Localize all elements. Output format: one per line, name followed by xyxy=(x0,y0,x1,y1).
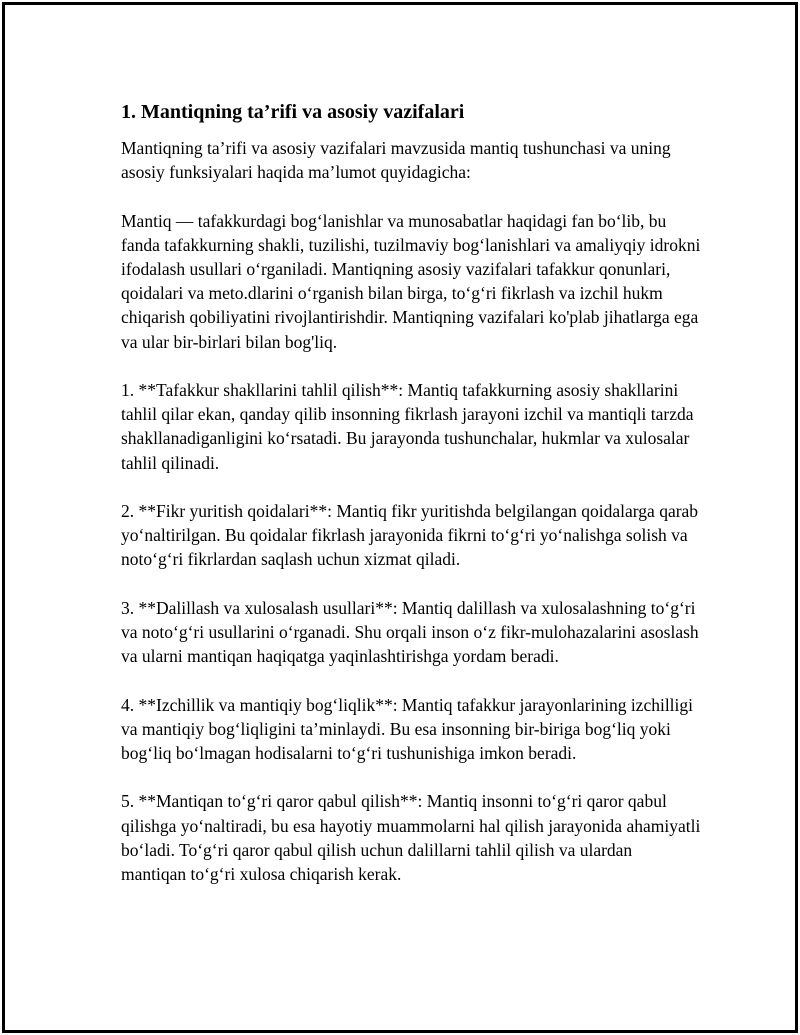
list-item-4: 4. **Izchillik va mantiqiy bog‘liqlik**: Mantiq tafakkur jarayonlarining izchilligi va mantiqiy bog‘liqligini ta’minlaydi. Bu esa insonning bir-biriga bog‘liq yoki bog‘liq bo‘lmagan hodisalarni to‘g‘ri tushunishiga imkon beradi. xyxy=(121,694,694,763)
list-item-2: 2. **Fikr yuritish qoidalari**: Mantiq fikr yuritishda belgilangan qoidalarga qarab yo‘naltirilgan. Bu qoidalar fikrlash jarayonida fikrni to‘g‘ri yo‘nalishga solish va noto‘g‘ri fikrlardan saqlash uchun xizmat qiladi. xyxy=(121,501,699,570)
list-item-3: 3. **Dalillash va xulosalash usullari**: Mantiq dalillash va xulosalashning to‘g‘ri va noto‘g‘ri usullarini o‘rganadi. Shu orqali inson o‘z fikr-mulohazalarini asoslash va ularni mantiqan haqiqatga yaqinlashtirishga yordam beradi. xyxy=(121,597,699,667)
list-item-5: 5. **Mantiqan to‘g‘ri qaror qabul qilish**: Mantiq insonni to‘g‘ri qaror qabul qilishga yo‘naltiradi, bu esa hayotiy muammolarni hal qilish jarayonida ahamiyatli bo‘ladi. To‘g‘ri qaror qabul qilish uchun dalillarni tahlil qilish va ulardan mantiqan to‘g‘ri xulosa chiqarish kerak. xyxy=(121,791,701,884)
list-item-1: 1. **Tafakkur shakllarini tahlil qilish**: Mantiq tafakkurning asosiy shakllarini tahlil qilar ekan, qanday qilib insonning fikrlash jarayoni izchil va mantiqli tarzda shakllanadiganligini ko‘rsatadi. Bu jarayonda tushunchalar, hukmlar va xulosalar tahlil qilinadi. xyxy=(121,380,694,473)
document-body xyxy=(121,99,701,910)
paragraph-intro: Mantiqning ta’rifi va asosiy vazifalari mavzusida mantiq tushunchasi va uning asosiy funksiyalari haqida ma’lumot quyidagicha: xyxy=(121,138,671,183)
page-frame xyxy=(2,2,798,1033)
document-title: 1. Mantiqning ta’rifi va asosiy vazifalari xyxy=(121,101,465,123)
paragraph-definition: Mantiq — tafakkurdagi bog‘lanishlar va munosabatlar haqidagi fan bo‘lib, bu fanda tafakkurning shakli, tuzilishi, tuzilmaviy bog‘lanishlari va amaliyqiy idrokni ifodalash usullari o‘rganiladi. Mantiqning asosiy vazifalari tafakkur qonunlari, qoidalari va meto.dlarini o‘rganish bilan birga, to‘g‘ri fikrlash va izchil hukm chiqarish qobiliyatini rivojlantirishdir. Mantiqning vazifalari ko'plab jihatlarga ega va ular bir-birlari bilan bog'liq. xyxy=(121,210,701,352)
